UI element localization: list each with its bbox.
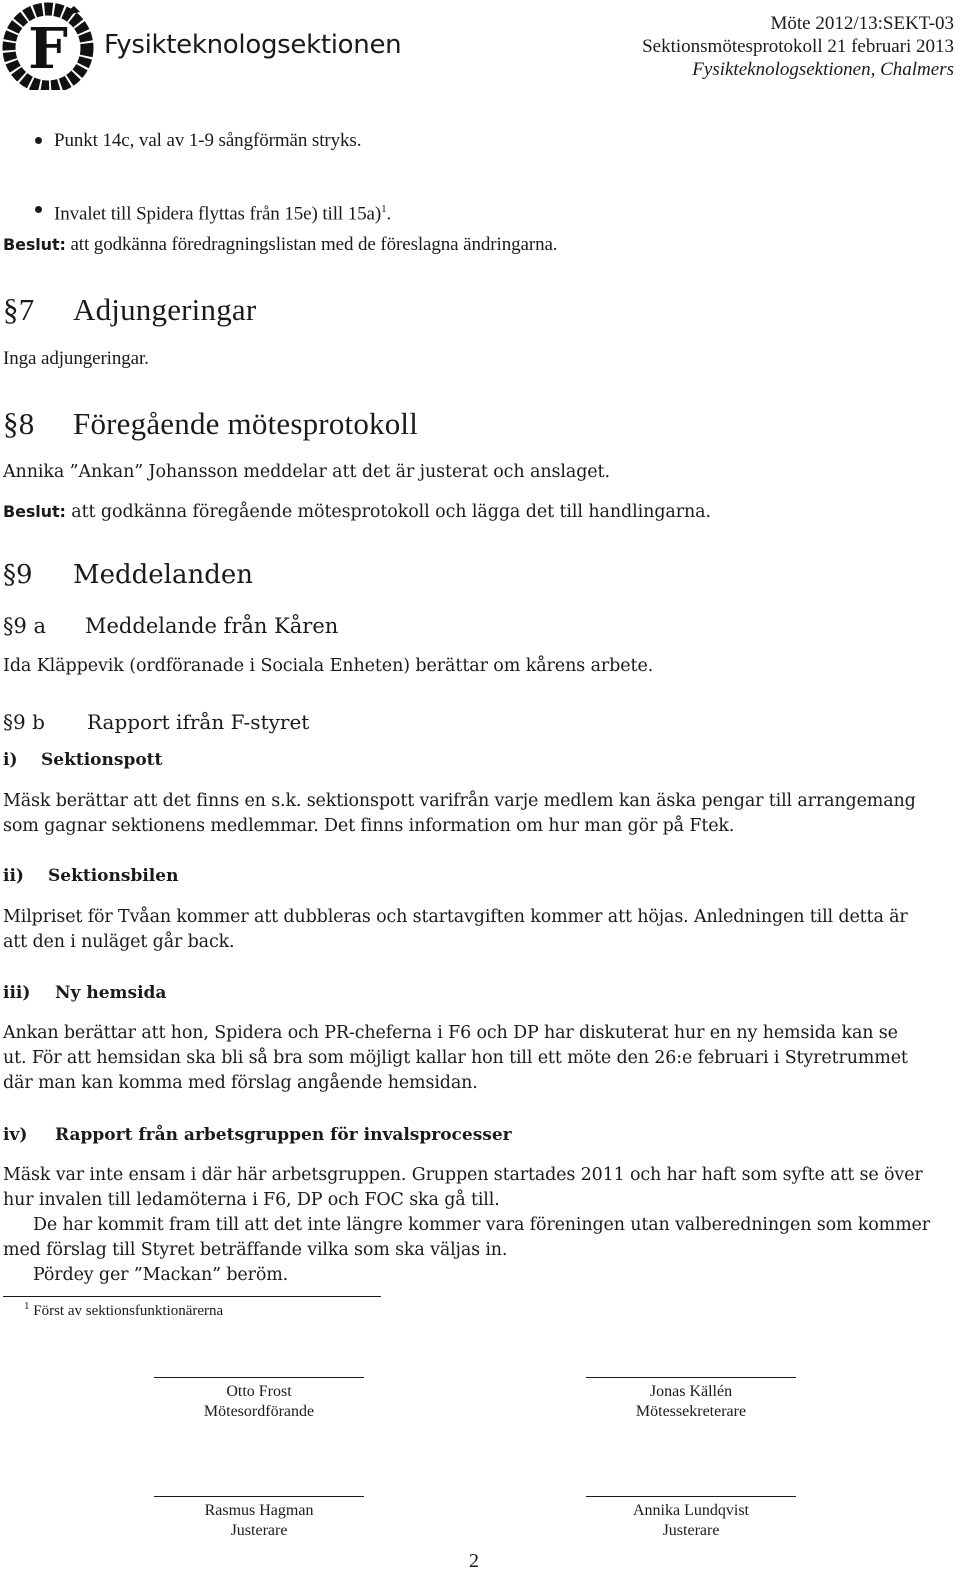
bullet-item: Punkt 14c, val av 1-9 sångförmän stryks.: [54, 130, 362, 151]
decision-label: Beslut:: [3, 502, 66, 521]
page-header: [0, 0, 960, 100]
item-iii-body: [3, 1021, 955, 1096]
footnote-ref: 1: [381, 203, 387, 215]
signature-role: Mötessekreterare: [635, 1403, 747, 1420]
signature-block: [586, 1496, 796, 1541]
subsection-9a-heading: [3, 614, 339, 638]
bullet-text: Invalet till Spidera flyttas från 15e) till 15a): [54, 203, 382, 225]
bullet-end: .: [386, 203, 392, 225]
text-line: att den i nuläget går back.: [3, 932, 235, 952]
decision-text: att godkänna föregående mötesprotokoll och lägga det till handlingarna.: [71, 502, 711, 522]
text-line: med förslag till Styret beträffande vilka som ska väljas in.: [3, 1240, 508, 1260]
text-line: De har kommit fram till att det inte längre kommer vara föreningen utan valberedningen som kommer: [33, 1215, 930, 1235]
protocol-title: Sektionsmötesprotokoll 21 februari 2013: [642, 36, 954, 57]
section-8-text: Annika ”Ankan” Johansson meddelar att det är justerat och anslaget.: [3, 462, 610, 482]
decision-line: [3, 499, 711, 525]
signature-block: [154, 1496, 364, 1541]
text-line: Pördey ger ”Mackan” beröm.: [33, 1265, 289, 1285]
subsection-number: 9 a: [13, 614, 47, 638]
footnote-text: Först av sektionsfunktionärerna: [33, 1303, 224, 1319]
text-line: ut. För att hemsidan ska bli så bra som möjligt kallar hon till ett möte den 26:e februari i Styretrummet: [3, 1048, 908, 1068]
item-title: Sektionsbilen: [48, 866, 179, 886]
signature-block: [586, 1377, 796, 1422]
text-line: Milpriset för Tvåan kommer att dubbleras och startavgiften kommer att höjas. Anledningen till detta är: [3, 907, 908, 927]
bullet-dot: [35, 137, 42, 144]
section-8-heading: [3, 406, 419, 442]
subsection-number: 9 b: [13, 710, 45, 734]
item-title: Ny hemsida: [55, 983, 167, 1003]
page-number: 2: [469, 1550, 479, 1572]
signature-role: Justerare: [662, 1522, 720, 1539]
item-ii-heading: [3, 866, 179, 886]
section-symbol: §: [3, 710, 13, 734]
section-number: 9: [16, 560, 33, 590]
footnote-mark: 1: [24, 1300, 30, 1312]
subsection-title: Rapport ifrån F-styret: [87, 710, 310, 734]
footnote: [24, 1300, 223, 1320]
text-line: hur invalen till ledamöterna i F6, DP och FOC ska gå till.: [3, 1190, 500, 1210]
signature-name: Rasmus Hagman: [154, 1496, 364, 1521]
decision-line: [3, 232, 557, 257]
section-title: Adjungeringar: [73, 292, 257, 327]
text-line: Ankan berättar att hon, Spidera och PR-cheferna i F6 och DP har diskuterat hur en ny hemsida kan se: [3, 1023, 898, 1043]
decision-text: att godkänna föredragningslistan med de föreslagna ändringarna.: [70, 234, 558, 255]
item-ii-body: [3, 905, 955, 955]
item-iv-body: [3, 1163, 955, 1288]
item-iv-heading: [3, 1125, 512, 1145]
section-7-heading: [3, 292, 257, 328]
section-7-text: Inga adjungeringar.: [3, 348, 149, 369]
item-i-body: [3, 789, 955, 839]
section-number: 7: [18, 292, 35, 327]
item-number: i): [3, 750, 18, 770]
section-title: Föregående mötesprotokoll: [73, 406, 419, 441]
text-line: där man kan komma med förslag angående hemsidan.: [3, 1073, 478, 1093]
section-9-heading: [3, 560, 254, 590]
item-number: iii): [3, 983, 31, 1003]
section-logo: [2, 2, 98, 90]
item-iii-heading: [3, 983, 167, 1003]
meeting-id: Möte 2012/13:SEKT-03: [770, 13, 954, 34]
item-title: Rapport från arbetsgruppen för invalsprocesser: [55, 1125, 512, 1145]
decision-label: Beslut:: [3, 235, 66, 254]
signature-name: Otto Frost: [154, 1377, 364, 1402]
section-symbol: §: [3, 406, 19, 441]
logo-letter: F: [28, 16, 68, 82]
bullet-dot: [35, 206, 42, 213]
section-title: Meddelanden: [73, 560, 254, 590]
signature-name: Annika Lundqvist: [586, 1496, 796, 1521]
section-symbol: §: [3, 614, 14, 638]
bullet-item: [54, 197, 391, 226]
section-symbol: §: [3, 560, 16, 590]
text-line: som gagnar sektionens medlemmar. Det finns information om hur man gör på Ftek.: [3, 816, 735, 836]
item-i-heading: [3, 750, 163, 770]
signature-block: [154, 1377, 364, 1422]
text-line: Mäsk berättar att det finns en s.k. sektionspott varifrån varje medlem kan äska pengar till arrangemang: [3, 791, 916, 811]
subsection-9a-text: Ida Kläppevik (ordföranade i Sociala Enheten) berättar om kårens arbete.: [3, 656, 654, 676]
org-name-title: Fysikteknologsektionen: [104, 30, 402, 60]
item-number: ii): [3, 866, 24, 886]
signature-role: Justerare: [230, 1522, 288, 1539]
footnote-rule: [3, 1296, 381, 1297]
section-number: 8: [18, 406, 35, 441]
signature-name: Jonas Källén: [586, 1377, 796, 1402]
header-meta: [642, 12, 954, 81]
subsection-title: Meddelande från Kåren: [85, 614, 339, 638]
item-number: iv): [3, 1125, 28, 1145]
org-line: Fysikteknologsektionen, Chalmers: [692, 59, 954, 80]
text-line: Mäsk var inte ensam i där här arbetsgruppen. Gruppen startades 2011 och har haft som syfte att se över: [3, 1165, 923, 1185]
subsection-9b-heading: [3, 710, 310, 734]
section-symbol: §: [3, 292, 19, 327]
item-title: Sektionspott: [41, 750, 163, 770]
signature-role: Mötesordförande: [203, 1403, 315, 1420]
